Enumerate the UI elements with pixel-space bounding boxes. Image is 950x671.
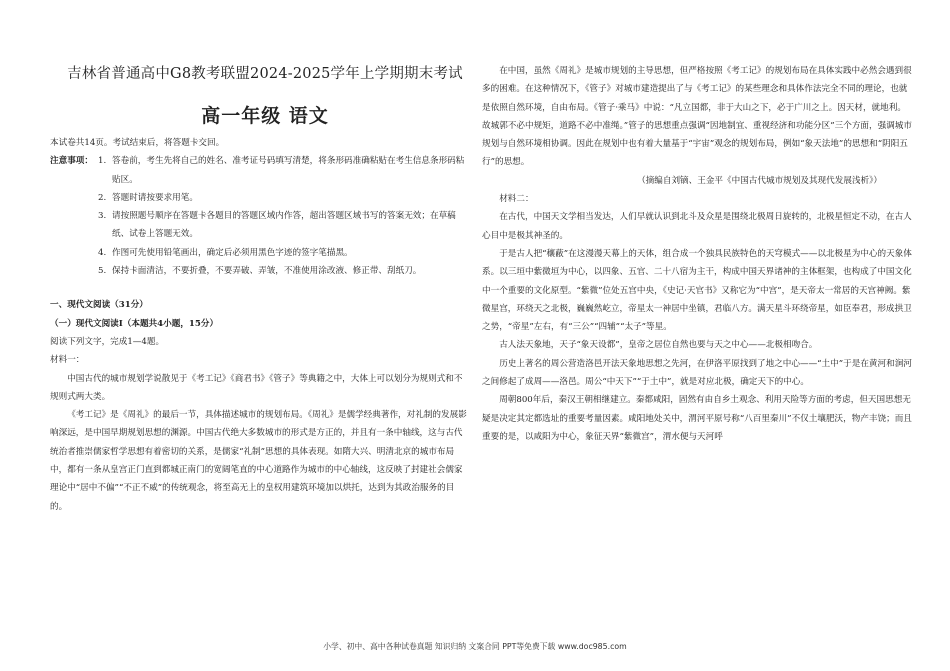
subsection-heading: （一）现代文阅读Ⅰ（本题共4小题，15分） bbox=[50, 318, 219, 329]
paragraph: 中国古代的城市规划学说散见于《考工记》《商君书》《管子》等典籍之中，大体上可以划分为规则式和不规则式两大类。 bbox=[50, 373, 463, 402]
paragraph: 周朝800年后，秦汉王朝相继建立。秦都咸阳，固然有由自乡土观念、利用天险等方面的考虑，但天国思想无疑是决定其定都选址的重要考量因素。咸阳地处关中，渭河平原号称“八百里秦川”不仅土壤肥沃，物产丰饶；而且重要的是，以咸阳为中心，象征天界“紫微宫”，渭水便与天河呼 bbox=[482, 395, 912, 442]
material-label: 材料一： bbox=[50, 355, 85, 366]
exam-title: 吉林省普通高中G8教考联盟2024-2025学年上学期期末考试 bbox=[67, 66, 463, 82]
instruction-text: 阅读下列文字，完成1—4题。 bbox=[50, 336, 165, 347]
source-citation: （摘编自刘镝、王金平《中国古代城市规划及其现代发展浅析》） bbox=[637, 175, 882, 186]
material-label: 材料二： bbox=[499, 194, 534, 205]
paragraph: 古人法天象地，天子“象天设都”，皇帝之居位自然也要与天之中心——北极相吻合。 bbox=[499, 340, 818, 351]
left-column bbox=[50, 62, 470, 516]
paragraph: 于是古人把“穰蔽”在这漫漫天幕上的天体，组合成一个独具民族特色的天穹模式——以北极星为中心的天象体系。以三垣中紫微垣为中心，以四象、五官、二十八宿为主干，构成中国天界诸神的主体框架，也构成了中国文化中一个重要的文化原型。“紫微”位处五宫中央，《史记·天官书》又称它为“中宫”，是天帝太一常居的天宫神阙。紫微星宫，环绕天之北极，巍巍然屹立，帝星太一神居中坐镇，君临八方。满天星斗环绕帝星，如臣奉君，形成拱卫之势，“帝星”左右，有“三公”“四辅”“太子”等星。 bbox=[482, 248, 912, 333]
notice-block bbox=[50, 152, 470, 189]
notice-item bbox=[50, 189, 470, 207]
paragraph: 《考工记》是《周礼》的最后一节，具体描述城市的规划布局。《周礼》是儒学经典著作，对礼制的发展影响深远，是中国早期规划思想的渊源。中国古代绝大多数城市的形式是方正的，并且有一条中轴线，这与古代统治者推崇儒家哲学思想有着密切的关系，是儒家“礼制”思想的具体表现。如隋大兴、明清北京的城市布局中，都有一条从皇宫正门直到都城正南门的宽阔笔直的中心道路作为城市的中心轴线，这反映了封建社会儒家理论中“居中不偏”“不正不威”的传统观念，将至高无上的皇权用建筑环境加以烘托，达到为其政治服务的目的。 bbox=[50, 410, 467, 512]
notice-item bbox=[50, 262, 470, 280]
grade-subject-title: 高一年级 语文 bbox=[201, 105, 329, 127]
notice-item-number: 3. bbox=[98, 211, 107, 222]
notice-item-text: 保持卡面清洁，不要折叠，不要弄破、弄皱，不准使用涂改液、修正带、刮纸刀。 bbox=[112, 266, 422, 277]
notice-item-text: 请按照题号顺序在答题卡各题目的答题区域内作答，超出答题区域书写的答案无效；在草稿纸、试卷上答题无效。 bbox=[112, 211, 456, 240]
paragraph: 历史上著名的周公营造洛邑开法天象地思想之先河，在伊洛平原找到了地之中心——“土中”于是在黄河和涧河之间修起了成周——洛邑。周公“中天下”“于土中”，就是对应北极，确定天下的中心。 bbox=[482, 358, 912, 388]
notice-item-number: 5. bbox=[98, 266, 107, 277]
page-footer: 小学、初中、高中各种试卷真题 知识归纳 文案合同 PPT等免费下载 www.doc985.com bbox=[323, 642, 627, 651]
notice-item bbox=[50, 207, 470, 244]
notice-item bbox=[50, 244, 470, 262]
paragraph: 在古代，中国天文学相当发达，人们早就认识到北斗及众星是围绕北极周日旋转的，北极星恒定不动，在古人心目中是极其神圣的。 bbox=[482, 212, 912, 241]
intro-text: 本试卷共14页。考试结束后，将答题卡交回。 bbox=[50, 138, 225, 148]
notice-item-number: 4. bbox=[98, 247, 107, 258]
section-heading: 一、现代文阅读（31分） bbox=[50, 300, 148, 311]
notice-item-text: 作图可先使用铅笔画出，确定后必须用黑色字迹的签字笔描黑。 bbox=[112, 247, 353, 258]
notice-label: 注意事项： bbox=[50, 156, 93, 167]
paragraph: 在中国，虽然《周礼》是城市规划的主导思想，但严格按照《考工记》的规划布局在具体实践中必然会遇到很多的困难。在这种情况下，《管子》对城市建造提出了与《考工记》的某些理念和具体作法完全不同的理论，也就是依照自然环境，自由布局。《管子·乘马》中说：“凡立国都，非于大山之下，必于广川之上。因天材，就地利。故城郭不必中规矩，道路不必中准绳。”管子的思想重点强调“因地制宜、重视经济和功能分区”三个方面，强调城市规划与自然环境相协调。因此在规划中也有着大量基于“宇宙”观念的规划布局，例如“象天法地”的思想和“阴阳五行”的思想。 bbox=[482, 66, 912, 168]
notice-item-number: 2. bbox=[98, 192, 107, 203]
notice-item-number: 1. bbox=[98, 156, 107, 167]
notice-item-text: 答题时请按要求用笔。 bbox=[112, 192, 198, 203]
notice-item-text: 答卷前，考生先将自己的姓名、准考证号码填写清楚，将条形码准确粘贴在考生信息条形码粘贴区。 bbox=[112, 156, 465, 185]
right-column bbox=[482, 62, 912, 446]
